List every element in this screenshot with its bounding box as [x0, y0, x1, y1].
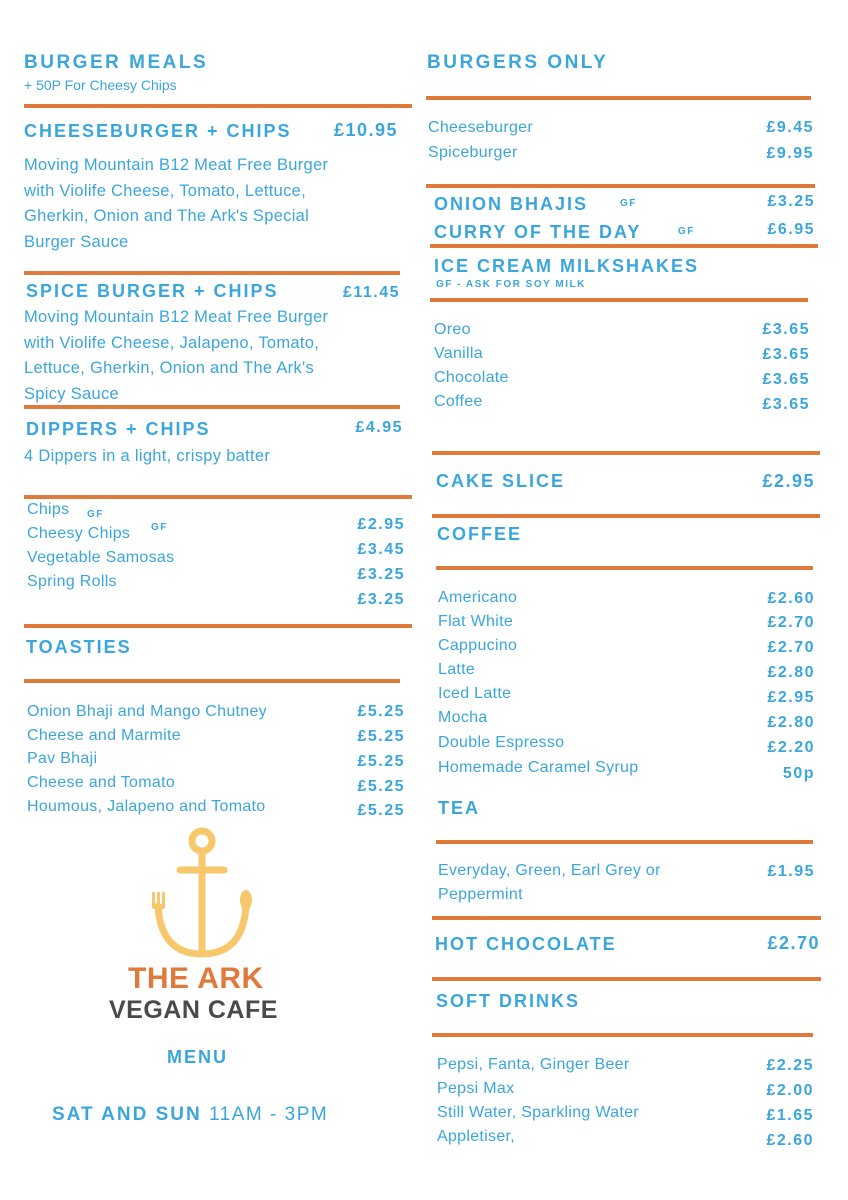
burger-item: Spiceburger [428, 144, 518, 161]
tea-item-line2: Peppermint [438, 886, 523, 903]
soft-drink-item: Pepsi, Fanta, Ginger Beer [437, 1056, 630, 1073]
coffee-price: £2.70 [767, 614, 815, 631]
coffee-price: 50p [782, 765, 815, 782]
coffee-price: £2.60 [767, 590, 815, 607]
soft-drink-price: £1.65 [766, 1107, 814, 1124]
divider [430, 298, 808, 302]
soft-drinks-title: SOFT DRINKS [436, 991, 581, 1011]
side-item-chips: Chips [27, 501, 70, 518]
divider [24, 495, 412, 499]
divider [24, 104, 412, 108]
spice-burger-chips-title: SPICE BURGER + CHIPS [26, 281, 279, 301]
divider [436, 566, 813, 570]
milkshakes-title: ICE CREAM MILKSHAKES [434, 256, 700, 276]
divider [426, 184, 815, 188]
burger-price: £9.95 [766, 145, 814, 162]
milkshake-price: £3.65 [762, 371, 810, 388]
toastie-item: Pav Bhaji [27, 750, 98, 767]
coffee-title: COFFEE [437, 524, 523, 544]
onion-bhajis-title: ONION BHAJIS [434, 194, 589, 214]
logo-vegan-cafe: VEGAN CAFE [109, 996, 278, 1024]
cheeseburger-chips-title: CHEESEBURGER + CHIPS [24, 121, 292, 141]
coffee-item: Iced Latte [438, 685, 512, 702]
burgers-only-title: BURGERS ONLY [427, 52, 609, 73]
divider [24, 405, 400, 409]
side-item-vegetable-samosas: Vegetable Samosas [27, 549, 175, 566]
side-price: £2.95 [357, 516, 405, 533]
toastie-price: £5.25 [357, 753, 405, 770]
coffee-item: Mocha [438, 709, 488, 726]
divider [426, 96, 811, 100]
logo-the-ark: THE ARK [128, 962, 264, 995]
coffee-item: Latte [438, 661, 476, 678]
soft-drink-item: Appletiser, [437, 1128, 516, 1145]
opening-hours [52, 1104, 328, 1126]
side-price: £3.45 [357, 541, 405, 558]
divider [24, 271, 400, 275]
tea-price: £1.95 [767, 863, 815, 880]
hot-chocolate-price: £2.70 [767, 933, 820, 953]
soft-drink-item: Still Water, Sparkling Water [437, 1104, 639, 1121]
soft-drink-price: £2.60 [766, 1132, 814, 1149]
gf-tag: GF [620, 198, 637, 209]
toasties-title: TOASTIES [26, 637, 132, 657]
toastie-item: Onion Bhaji and Mango Chutney [27, 703, 267, 720]
side-item-cheesy-chips: Cheesy Chips [27, 525, 131, 542]
divider [24, 679, 400, 683]
coffee-price: £2.80 [767, 714, 815, 731]
divider [432, 1033, 813, 1037]
dippers-chips-price: £4.95 [355, 419, 403, 436]
divider [432, 451, 820, 455]
coffee-price: £2.95 [767, 689, 815, 706]
divider [24, 624, 412, 628]
burger-price: £9.45 [766, 119, 814, 136]
soft-drink-price: £2.00 [766, 1082, 814, 1099]
curry-title: CURRY OF THE DAY [434, 222, 642, 242]
toastie-price: £5.25 [357, 778, 405, 795]
toastie-price: £5.25 [357, 703, 405, 720]
coffee-item: Cappucino [438, 637, 518, 654]
divider [432, 916, 821, 920]
toastie-item: Cheese and Tomato [27, 774, 176, 791]
hours-times: 11AM - 3PM [209, 1104, 329, 1125]
divider [436, 840, 813, 844]
toastie-price: £5.25 [357, 728, 405, 745]
milkshake-price: £3.65 [762, 396, 810, 413]
tea-title: TEA [438, 798, 480, 818]
toastie-price: £5.25 [357, 802, 405, 819]
coffee-item: Double Espresso [438, 734, 565, 751]
cake-slice-title: CAKE SLICE [436, 471, 566, 491]
soft-drink-item: Pepsi Max [437, 1080, 515, 1097]
divider [430, 244, 818, 248]
side-item-spring-rolls: Spring Rolls [27, 573, 117, 590]
divider [432, 514, 820, 518]
dippers-chips-desc: 4 Dippers in a light, crispy batter [24, 447, 271, 465]
milkshake-price: £3.65 [762, 321, 810, 338]
gf-tag: GF [678, 226, 695, 237]
curry-price: £6.95 [767, 221, 815, 238]
hot-chocolate-title: HOT CHOCOLATE [435, 934, 617, 954]
milkshake-price: £3.65 [762, 346, 810, 363]
burger-meals-title: BURGER MEALS [24, 52, 209, 73]
dippers-chips-title: DIPPERS + CHIPS [26, 419, 211, 439]
burger-item: Cheeseburger [428, 119, 533, 136]
coffee-price: £2.20 [767, 739, 815, 756]
anchor-fork-spoon-icon [145, 826, 255, 962]
spice-burger-chips-desc: Moving Mountain B12 Meat Free Burger with Violife Cheese, Jalapeno, Tomato, Lettuce, Gherkin, Onion and The Ark's Spicy Sauce [24, 308, 329, 403]
burger-meals-subtitle: + 50P For Cheesy Chips [24, 77, 177, 93]
toastie-item: Cheese and Marmite [27, 727, 181, 744]
cake-slice-price: £2.95 [762, 471, 815, 491]
spice-burger-chips-price: £11.45 [342, 284, 400, 301]
cheeseburger-chips-desc: Moving Mountain B12 Meat Free Burger with Violife Cheese, Tomato, Lettuce, Gherkin, Onion and The Ark's Special Burger Sauce [24, 156, 329, 251]
menu-label: MENU [167, 1047, 228, 1067]
side-price: £3.25 [357, 566, 405, 583]
gf-tag: GF [151, 522, 168, 533]
cheeseburger-chips-price: £10.95 [333, 120, 398, 140]
divider [432, 977, 821, 981]
onion-bhajis-price: £3.25 [767, 193, 815, 210]
milkshake-item: Coffee [434, 393, 483, 410]
milkshake-item: Vanilla [434, 345, 483, 362]
milkshakes-note: GF - ASK FOR SOY MILK [436, 279, 586, 290]
side-price: £3.25 [357, 591, 405, 608]
soft-drink-price: £2.25 [766, 1057, 814, 1074]
hours-days: SAT AND SUN [52, 1104, 202, 1125]
gf-tag: GF [87, 509, 104, 520]
coffee-item: Flat White [438, 613, 514, 630]
coffee-price: £2.80 [767, 664, 815, 681]
milkshake-item: Chocolate [434, 369, 509, 386]
coffee-price: £2.70 [767, 639, 815, 656]
toastie-item: Houmous, Jalapeno and Tomato [27, 798, 266, 815]
tea-item-line1: Everyday, Green, Earl Grey or [438, 862, 661, 879]
milkshake-item: Oreo [434, 321, 471, 338]
coffee-item: Homemade Caramel Syrup [438, 759, 639, 776]
coffee-item: Americano [438, 589, 518, 606]
